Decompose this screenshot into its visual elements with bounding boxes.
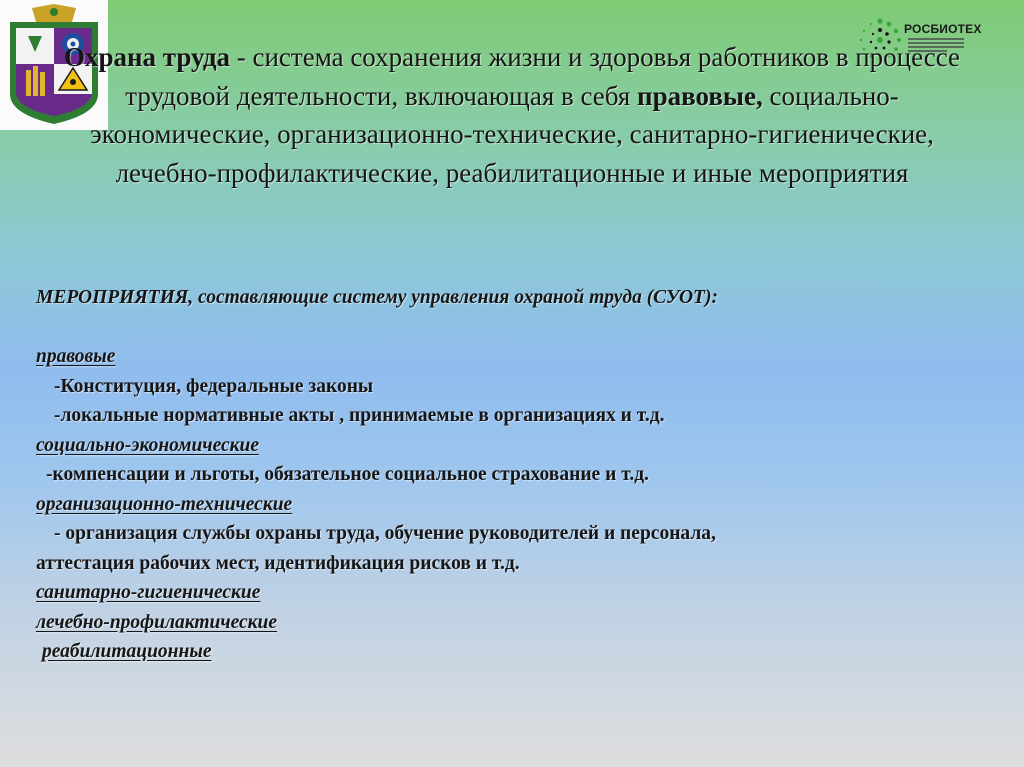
- rosbiotech-brand-text: РОСБИОТЕХ: [904, 22, 982, 36]
- spacer: [36, 313, 996, 343]
- list-item: -Конституция, федеральные законы: [54, 375, 374, 397]
- title-term: Охрана труда: [63, 42, 230, 72]
- title-emphasis: правовые,: [637, 80, 763, 111]
- category-sanitary-hygienic: санитарно-гигиенические: [36, 582, 261, 603]
- title-definition-b: социально-экономические, организационно-технические, санитарно-гигиенические, лечебно-профилактические, реабилитационные и иные мероприятия: [90, 80, 934, 188]
- category-socio-economic: социально-экономические: [36, 434, 260, 456]
- measures-list: [36, 283, 996, 667]
- definition-title: [40, 38, 984, 192]
- measures-heading: МЕРОПРИЯТИЯ, составляющие систему управления охраной труда (СУОТ):: [36, 287, 718, 308]
- title-definition-a: - система сохранения жизни и здоровья работников в процессе трудовой деятельности, включающая в себя: [125, 42, 961, 111]
- list-item: -компенсации и льготы, обязательное социальное страхование и т.д.: [46, 464, 649, 485]
- list-item: -локальные нормативные акты , принимаемые в организациях и т.д.: [54, 405, 665, 426]
- category-preventive-medical: лечебно-профилактические: [36, 611, 278, 633]
- list-item: - организация службы охраны труда, обучение руководителей и персонала,: [54, 523, 716, 544]
- category-legal: правовые: [36, 346, 116, 367]
- category-organizational-technical: организационно-технические: [36, 493, 293, 515]
- category-rehabilitation: реабилитационные: [42, 641, 212, 662]
- list-item: аттестация рабочих мест, идентификация рисков и т.д.: [36, 552, 520, 574]
